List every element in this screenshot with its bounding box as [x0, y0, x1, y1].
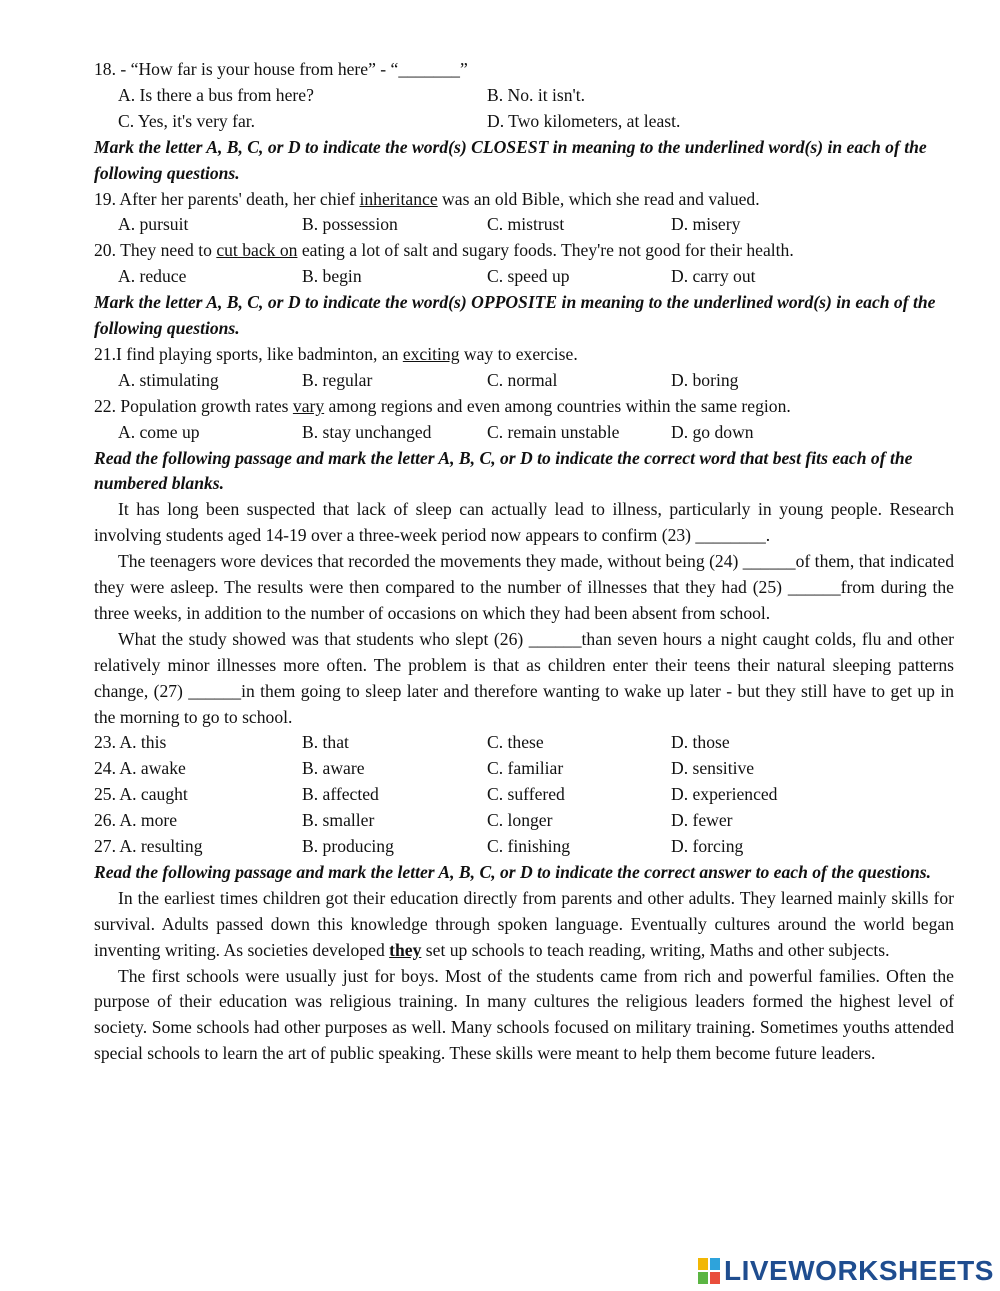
- q19-option-a[interactable]: A. pursuit: [118, 214, 189, 235]
- q19-pre: 19. After her parents' death, her chief: [94, 188, 360, 209]
- cloze-paragraph-1: It has long been suspected that lack of sleep can actually lead to illness, particularly in young people. Research involving students aged 14-19 over a three-week period now appears to confirm (23) ________.: [94, 499, 954, 546]
- instruction-reading: Read the following passage and mark the letter A, B, C, or D to indicate the correct answer to each of the questions.: [94, 861, 932, 882]
- reading-p1-pre: In the earliest times children got their education directly from parents and other adults. They learned mainly skills for survival. Adults passed down this knowledge through spoken language. Eventually cultures around the world began inventing writing. As societies developed: [94, 887, 954, 960]
- q19-option-b[interactable]: B. possession: [302, 214, 398, 235]
- q23-option-b[interactable]: B. that: [302, 732, 349, 753]
- q22-option-b[interactable]: B. stay unchanged: [302, 421, 432, 442]
- q20-underlined-word: cut back on: [216, 240, 298, 261]
- q24-option-a[interactable]: 24. A. awake: [94, 758, 186, 779]
- q21-option-b[interactable]: B. regular: [302, 369, 373, 390]
- q19-option-c[interactable]: C. mistrust: [487, 214, 565, 235]
- cloze-options-23: [94, 730, 954, 756]
- worksheet-page: [94, 57, 954, 1067]
- q23-option-a[interactable]: 23. A. this: [94, 732, 167, 753]
- q22-option-d[interactable]: D. go down: [671, 421, 754, 442]
- reading-paragraph-2: The first schools were usually just for boys. Most of the students came from rich and powerful families. Often the purpose of their education was religious training. In many cultures the religious leaders formed the highest level of society. Some schools had other purposes as well. Many schools focused on military training. Sometimes youths attended special schools to learn the art of public speaking. These skills were meant to help them become future leaders.: [94, 965, 954, 1064]
- cloze-paragraph-3: What the study showed was that students who slept (26) ______than seven hours a night caught colds, flu and other relatively minor illnesses more often. The problem is that as children enter their teens their natural sleeping patterns change, (27) ______in them going to sleep later and therefore wanting to wake up later - but they still have to get up in the morning to go to school.: [94, 628, 954, 727]
- cloze-options-26: [94, 808, 954, 834]
- q18-options-row1: [118, 83, 954, 109]
- q22-stem: [94, 394, 954, 420]
- q27-option-a[interactable]: 27. A. resulting: [94, 836, 203, 857]
- q20-post: eating a lot of salt and sugary foods. They're not good for their health.: [297, 240, 794, 261]
- logo-block-red: [710, 1272, 720, 1284]
- q20-pre: 20. They need to: [94, 240, 217, 261]
- q19-underlined-word: inheritance: [359, 188, 438, 209]
- q20-options: [118, 264, 954, 290]
- logo-block-blue: [710, 1258, 720, 1270]
- q27-option-d[interactable]: D. forcing: [671, 836, 744, 857]
- q21-pre: 21.I find playing sports, like badminton, an: [94, 343, 403, 364]
- reading-highlighted-word: they: [389, 939, 422, 960]
- instruction-closest: Mark the letter A, B, C, or D to indicate the word(s) CLOSEST in meaning to the underlined word(s) in each of the following questions.: [94, 136, 927, 183]
- q19-post: was an old Bible, which she read and valued.: [437, 188, 760, 209]
- q18-options-row2: [118, 109, 954, 135]
- logo-block-yellow: [698, 1258, 708, 1270]
- q18-stem: 18. - “How far is your house from here” - “_______”: [94, 59, 468, 79]
- q22-options: [118, 420, 954, 446]
- logo-block-green: [698, 1272, 708, 1284]
- q22-underlined-word: vary: [292, 395, 325, 416]
- reading-paragraph-1: [94, 886, 954, 964]
- cloze-options-27: [94, 834, 954, 860]
- cloze-options-25: [94, 782, 954, 808]
- cloze-paragraph-2: The teenagers wore devices that recorded the movements they made, without being (24) ______of them, that indicated they were asleep. The results were then compared to the number of illnesses that they had (25) ______from during the three weeks, in addition to the number of occasions on which they had been absent from school.: [94, 551, 954, 623]
- q22-option-c[interactable]: C. remain unstable: [487, 421, 620, 442]
- q26-option-a[interactable]: 26. A. more: [94, 810, 178, 831]
- q25-option-d[interactable]: D. experienced: [671, 784, 778, 805]
- q21-options: [118, 368, 954, 394]
- q24-option-b[interactable]: B. aware: [302, 758, 365, 779]
- instruction-opposite: Mark the letter A, B, C, or D to indicate the word(s) OPPOSITE in meaning to the underlined word(s) in each of the following questions.: [94, 292, 936, 338]
- q20-option-b[interactable]: B. begin: [302, 266, 362, 287]
- q19-option-d[interactable]: D. misery: [671, 214, 741, 235]
- q23-option-d[interactable]: D. those: [671, 732, 730, 753]
- q19-stem: [94, 187, 954, 213]
- q25-option-c[interactable]: C. suffered: [487, 784, 565, 805]
- q21-underlined-word: exciting: [402, 343, 460, 364]
- logo-mark-icon: [698, 1258, 720, 1284]
- q26-option-c[interactable]: C. longer: [487, 810, 553, 831]
- q21-stem: [94, 342, 954, 368]
- q18-option-a[interactable]: A. Is there a bus from here?: [118, 84, 314, 105]
- q26-option-d[interactable]: D. fewer: [671, 810, 733, 831]
- q25-option-b[interactable]: B. affected: [302, 784, 379, 805]
- instruction-cloze: Read the following passage and mark the letter A, B, C, or D to indicate the correct word that best fits each of the numbered blanks.: [94, 447, 913, 494]
- q21-option-c[interactable]: C. normal: [487, 369, 558, 390]
- q24-option-c[interactable]: C. familiar: [487, 758, 564, 779]
- q21-post: way to exercise.: [459, 343, 578, 364]
- q22-option-a[interactable]: A. come up: [118, 421, 200, 442]
- logo-text: LIVEWORKSHEETS: [724, 1255, 994, 1286]
- q20-option-c[interactable]: C. speed up: [487, 266, 570, 287]
- q27-option-c[interactable]: C. finishing: [487, 836, 571, 857]
- q25-option-a[interactable]: 25. A. caught: [94, 784, 188, 805]
- q18-option-c[interactable]: C. Yes, it's very far.: [118, 110, 256, 131]
- cloze-options-24: [94, 756, 954, 782]
- q18-option-d[interactable]: D. Two kilometers, at least.: [487, 110, 681, 131]
- q22-pre: 22. Population growth rates: [94, 395, 293, 416]
- q26-option-b[interactable]: B. smaller: [302, 810, 375, 831]
- q27-option-b[interactable]: B. producing: [302, 836, 394, 857]
- reading-p1-post: set up schools to teach reading, writing, Maths and other subjects.: [421, 939, 890, 960]
- q24-option-d[interactable]: D. sensitive: [671, 758, 755, 779]
- q20-option-d[interactable]: D. carry out: [671, 266, 756, 287]
- q20-option-a[interactable]: A. reduce: [118, 266, 187, 287]
- q22-post: among regions and even among countries within the same region.: [324, 395, 791, 416]
- q23-option-c[interactable]: C. these: [487, 732, 544, 753]
- liveworksheets-logo: [698, 1255, 994, 1287]
- q18-option-b[interactable]: B. No. it isn't.: [487, 84, 585, 105]
- q21-option-a[interactable]: A. stimulating: [118, 369, 219, 390]
- q19-options: [118, 212, 954, 238]
- q20-stem: [94, 238, 954, 264]
- q21-option-d[interactable]: D. boring: [671, 369, 739, 390]
